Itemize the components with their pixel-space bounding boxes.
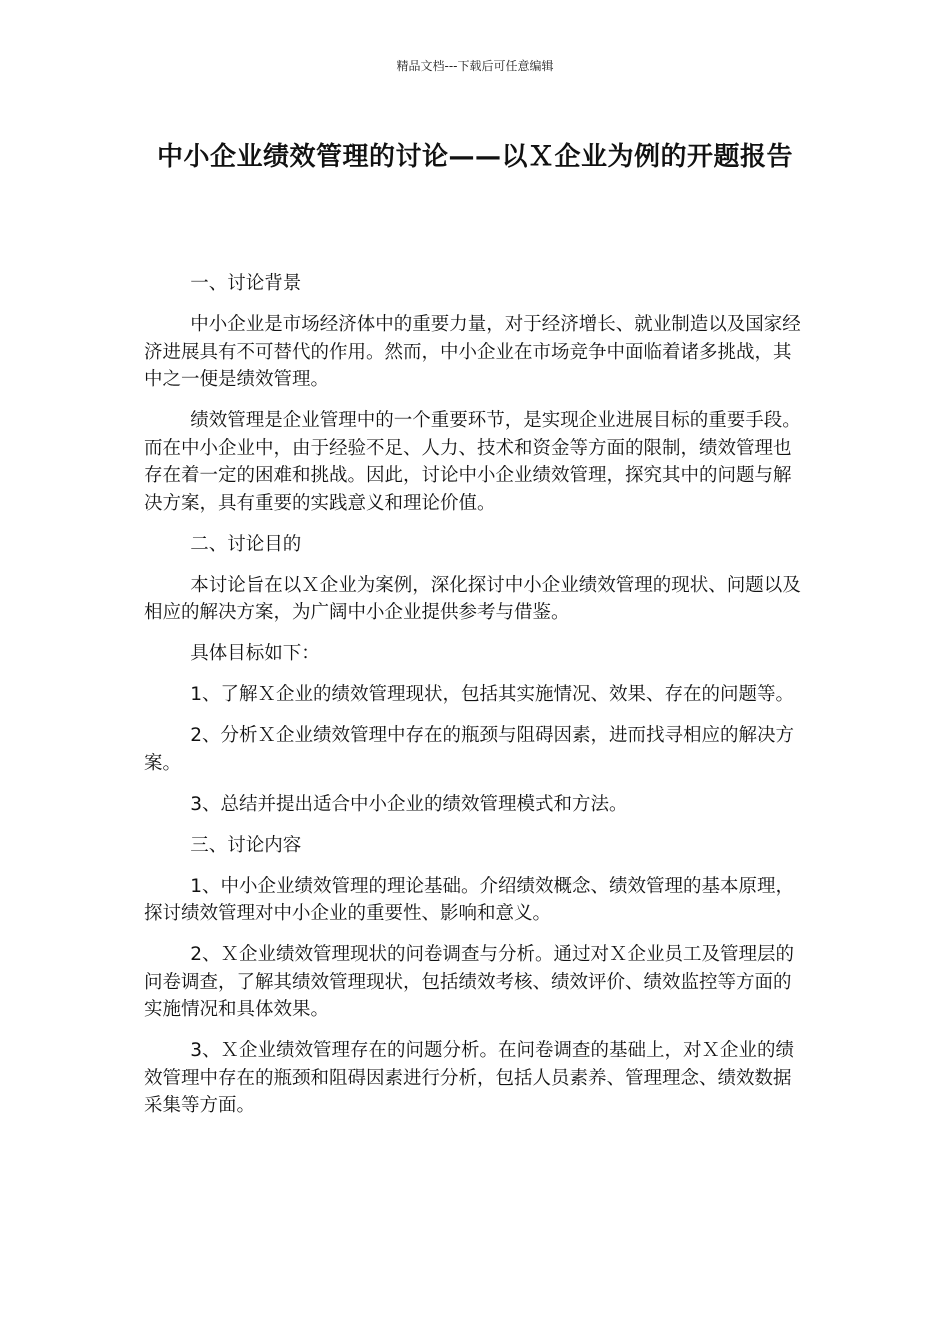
paragraph: 本讨论旨在以Ｘ企业为案例，深化探讨中小企业绩效管理的现状、问题以及相应的解决方案，为广阔中小企业提供参考与借鉴。 [144,574,801,623]
list-item: 1、了解Ｘ企业的绩效管理现状，包括其实施情况、效果、存在的问题等。 [190,684,795,705]
list-item: 2、Ｘ企业绩效管理现状的问卷调查与分析。通过对Ｘ企业员工及管理层的问卷调查，了解其绩效管理现状，包括绩效考核、绩效评价、绩效监控等方面的实施情况和具体效果。 [144,944,795,1020]
list-item: 2、分析Ｘ企业绩效管理中存在的瓶颈与阻碍因素，进而找寻相应的解决方案。 [144,725,795,774]
section-heading-purpose: 二、讨论目的 [190,533,302,555]
page-header: 精品文档---下载后可任意编辑 [396,59,554,73]
paragraph: 中小企业是市场经济体中的重要力量，对于经济增长、就业制造以及国家经济进展具有不可替代的作用。然而，中小企业在市场竞争中面临着诸多挑战，其中之一便是绩效管理。 [144,314,801,390]
paragraph: 绩效管理是企业管理中的一个重要环节，是实现企业进展目标的重要手段。而在中小企业中，由于经验不足、人力、技术和资金等方面的限制，绩效管理也存在着一定的困难和挑战。因此，讨论中小企业绩效管理，探究其中的问题与解决方案，具有重要的实践意义和理论价值。 [144,410,801,514]
list-item: 1、中小企业绩效管理的理论基础。介绍绩效概念、绩效管理的基本原理，探讨绩效管理对中小企业的重要性、影响和意义。 [144,875,795,924]
list-item: 3、总结并提出适合中小企业的绩效管理模式和方法。 [190,793,628,815]
list-item: 3、Ｘ企业绩效管理存在的问题分析。在问卷调查的基础上，对Ｘ企业的绩效管理中存在的瓶颈和阻碍因素进行分析，包括人员素养、管理理念、绩效数据采集等方面。 [144,1040,795,1116]
document-title: 中小企业绩效管理的讨论——以Ｘ企业为例的开题报告 [156,142,793,172]
document-body [144,270,808,1133]
section-heading-background: 一、讨论背景 [190,273,302,294]
section-heading-content: 三、讨论内容 [190,834,302,856]
paragraph: 具体目标如下： [190,643,320,664]
